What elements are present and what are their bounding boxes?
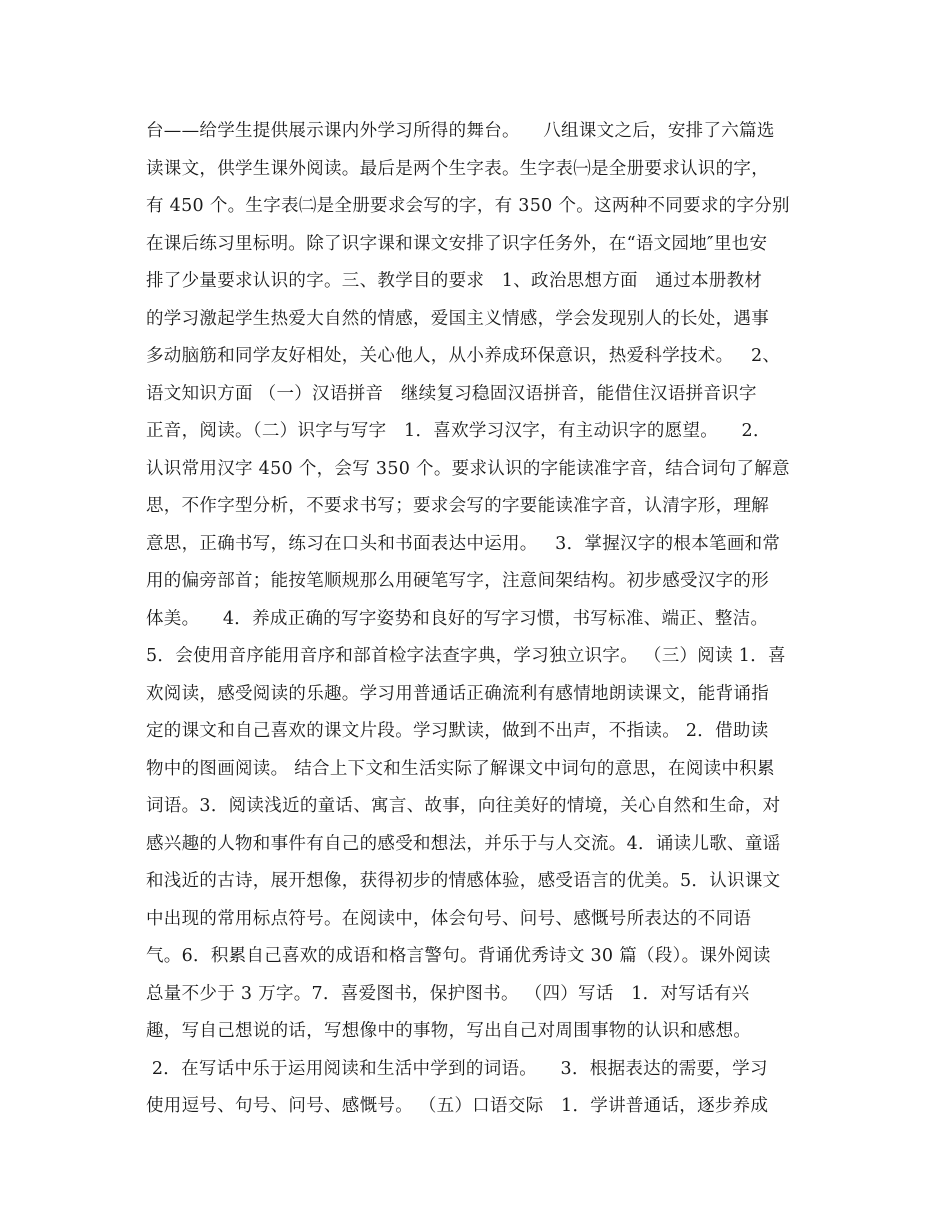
text-line: 感兴趣的人物和事件有自己的感受和想法，并乐于与人交流。4．诵读儿歌、童谣	[146, 833, 781, 854]
text-line: 体美。 4．养成正确的写字姿势和良好的写字习惯，书写标准、端正、整洁。	[146, 608, 769, 629]
text-line: 用的偏旁部首；能按笔顺规那么用硬笔写字，注意间架结构。初步感受汉字的形	[146, 571, 769, 591]
text-line: 意思，正确书写，练习在口头和书面表达中运用。 3．掌握汉字的根本笔画和常	[146, 533, 781, 554]
text-line: 2．在写话中乐于运用阅读和生活中学到的词语。 3．根据表达的需要，学习	[146, 1058, 768, 1079]
text-line: 思，不作字型分析，不要求书写；要求会写的字要能读准字音，认清字形，理解	[146, 496, 769, 516]
text-line: 排了少量要求认识的字。三、教学目的要求 1、政治思想方面 通过本册教材	[146, 271, 763, 291]
text-line: 多动脑筋和同学友好相处，关心他人，从小养成环保意识，热爱科学技术。 2、	[146, 346, 781, 366]
text-line: 5．会使用音序能用音序和部首检字法查字典，学习独立识字。 （三）阅读 1．喜	[146, 646, 786, 666]
text-line: 使用逗号、句号、问号、感慨号。 （五）口语交际 1．学讲普通话，逐步养成	[146, 1096, 769, 1116]
text-line: 的学习激起学生热爱大自然的情感，爱国主义情感，学会发现别人的长处，遇事	[146, 308, 769, 329]
text-line: 总量不少于 3 万字。7．喜爱图书，保护图书。 （四）写话 1．对写话有兴	[146, 983, 750, 1004]
text-line: 台——给学生提供展示课内外学习所得的舞台。 八组课文之后，安排了六篇选	[146, 121, 775, 141]
body-text	[146, 113, 806, 1126]
text-line: 定的课文和自己喜欢的课文片段。学习默读，做到不出声，不指读。 2．借助读	[146, 721, 769, 741]
text-line: 正音，阅读。（二）识字与写字 1．喜欢学习汉字，有主动识字的愿望。 2．	[146, 421, 771, 441]
text-line: 在课后练习里标明。除了识字课和课文安排了识字任务外，在“语文园地″里也安	[146, 233, 768, 254]
text-line: 有 450 个。生字表㈡是全册要求会写的字，有 350 个。这两种不同要求的字分别	[146, 196, 790, 216]
text-line: 语文知识方面 （一）汉语拼音 继续复习稳固汉语拼音，能借住汉语拼音识字	[146, 383, 757, 404]
text-line: 和浅近的古诗，展开想像，获得初步的情感体验，感受语言的优美。5．认识课文	[146, 871, 781, 891]
text-line: 读课文，供学生课外阅读。最后是两个生字表。生字表㈠是全册要求认识的字，	[146, 158, 769, 179]
text-line: 趣，写自己想说的话，写想像中的事物，写出自己对周围事物的认识和感想。	[146, 1021, 752, 1041]
text-line: 欢阅读，感受阅读的乐趣。学习用普通话正确流利有感情地朗读课文，能背诵指	[146, 683, 769, 704]
text-line: 词语。3．阅读浅近的童话、寓言、故事，向往美好的情境，关心自然和生命，对	[146, 796, 781, 816]
text-line: 中出现的常用标点符号。在阅读中，体会句号、问号、感慨号所表达的不同语	[146, 908, 752, 929]
text-line: 气。6．积累自己喜欢的成语和格言警句。背诵优秀诗文 30 篇（段）。课外阅读	[146, 946, 771, 966]
text-line: 认识常用汉字 450 个，会写 350 个。要求认识的字能读准字音，结合词句了解意	[146, 458, 790, 479]
text-line: 物中的图画阅读。 结合上下文和生活实际了解课文中词句的意思，在阅读中积累	[146, 758, 775, 779]
